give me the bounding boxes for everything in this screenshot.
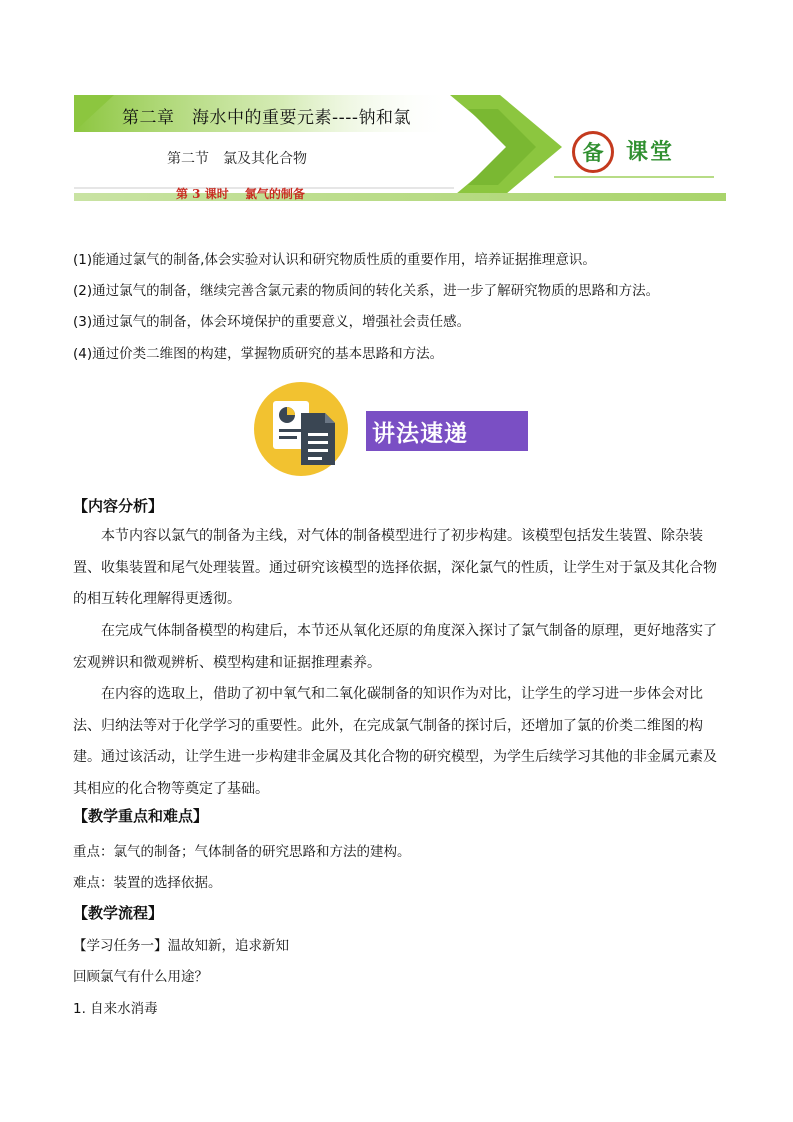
brand-logo-circle: 备	[572, 131, 614, 173]
content-paragraph-2: 在完成气体制备模型的构建后，本节还从氧化还原的角度深入探讨了氯气制备的原理，更好地落实了宏观辨识和微观辨析、模型构建和证据推理素养。	[73, 623, 717, 671]
objective-2: (2)通过氯气的制备，继续完善含氯元素的物质间的转化关系，进一步了解研究物质的思路和方法。	[73, 283, 660, 299]
task-one-line: 【学习任务一】温故知新，追求新知	[73, 938, 289, 954]
section-title: 第二节 氯及其化合物	[167, 151, 307, 167]
review-question: 回顾氯气有什么用途？	[73, 969, 208, 985]
method-badge-banner: 讲法速递	[366, 411, 528, 451]
process-heading: 【教学流程】	[73, 904, 164, 922]
documents-icon	[253, 381, 355, 477]
lesson-title: 第 3 课时 氯气的制备	[176, 187, 305, 201]
content-paragraph-3: 在内容的选取上，借助了初中氧气和二氧化碳制备的知识作为对比，让学生的学习进一步体会对比法、归纳法等对于化学学习的重要性。此外，在完成氯气制备的探讨后，还增加了氯的价类二维图的构建。通过该活动，让学生进一步构建非金属及其化合物的研究模型，为学生后续学习其他的非金属元素及其相应的化合物等奠定了基础。	[73, 686, 717, 797]
list-item: 1. 自来水消毒	[73, 1001, 158, 1017]
focus-line: 重点：氯气的制备；气体制备的研究思路和方法的建构。	[73, 844, 411, 860]
content-analysis-heading: 【内容分析】	[73, 497, 164, 515]
objective-3: (3)通过氯气的制备，体会环境保护的重要意义，增强社会责任感。	[73, 314, 471, 330]
objective-4: (4)通过价类二维图的构建，掌握物质研究的基本思路和方法。	[73, 346, 444, 362]
difficulty-line: 难点：装置的选择依据。	[73, 875, 222, 891]
key-points-heading: 【教学重点和难点】	[73, 807, 209, 825]
content-paragraph-1: 本节内容以氯气的制备为主线，对气体的制备模型进行了初步构建。该模型包括发生装置、除杂装置、收集装置和尾气处理装置。通过研究该模型的选择依据，深化氯气的性质，让学生对于氯及其化合物的相互转化理解得更透彻。	[73, 528, 717, 607]
brand-text: 课堂	[626, 140, 675, 165]
objective-1: (1)能通过氯气的制备,体会实验对认识和研究物质性质的重要作用，培养证据推理意识。	[73, 252, 596, 268]
chapter-title: 第二章 海水中的重要元素----钠和氯	[122, 108, 412, 128]
